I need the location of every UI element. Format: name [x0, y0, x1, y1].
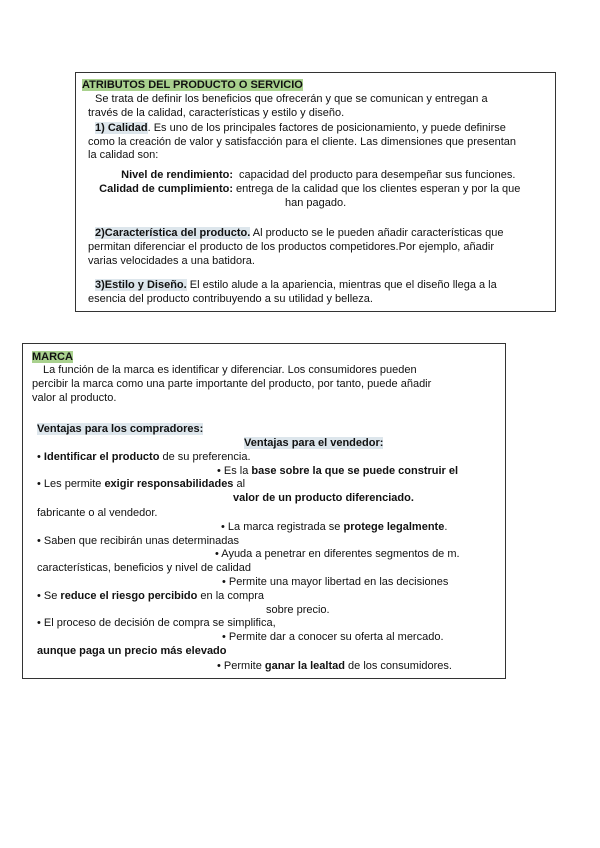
cumplimiento-label: Calidad de cumplimiento:: [99, 183, 233, 195]
vendedor-heading: Ventajas para el vendedor:: [244, 437, 384, 449]
caracteristica-paragraph: 2)Característica del producto. Al producto se le pueden añadir características que: [95, 227, 504, 239]
cumplimiento-text: han pagado.: [285, 197, 347, 209]
list-item: aunque paga un precio más elevado: [37, 645, 227, 657]
list-item: sobre precio.: [266, 604, 330, 616]
list-item: • La marca registrada se protege legalmente.: [221, 521, 448, 533]
estilo-paragraph: esencia del producto contribuyendo a su utilidad y belleza.: [88, 293, 373, 305]
marca-intro: La función de la marca es identificar y diferenciar. Los consumidores pueden: [43, 364, 417, 376]
atributos-title: ATRIBUTOS DEL PRODUCTO O SERVICIO: [82, 79, 303, 91]
list-item: • Les permite exigir responsabilidades al: [37, 478, 246, 490]
nivel-text: capacidad del producto para desempeñar sus funciones.: [239, 169, 516, 181]
list-item: • Ayuda a penetrar en diferentes segmentos de m.: [215, 548, 460, 560]
list-item: • Permite una mayor libertad en las decisiones: [222, 576, 449, 588]
marca-intro: valor al producto.: [32, 392, 117, 404]
caracteristica-paragraph: permitan diferenciar el producto de los productos competidores.Por ejemplo, añadir: [88, 241, 494, 253]
list-item: • El proceso de decisión de compra se simplifica,: [37, 617, 276, 629]
list-item: • Es la base sobre la que se puede construir el: [217, 465, 459, 477]
estilo-paragraph: 3)Estilo y Diseño. El estilo alude a la apariencia, mientras que el diseño llega a la: [95, 279, 497, 291]
list-item: valor de un producto diferenciado.: [233, 492, 414, 504]
caracteristica-label: 2)Característica del producto.: [95, 227, 251, 239]
list-item: características, beneficios y nivel de calidad: [37, 562, 251, 574]
calidad-paragraph: la calidad son:: [88, 149, 159, 161]
cumplimiento-text: entrega de la calidad que los clientes esperan y por la que: [236, 183, 521, 195]
list-item: • Identificar el producto de su preferencia.: [37, 451, 251, 463]
marca-intro: percibir la marca como una parte importante del producto, por tanto, puede añadir: [32, 378, 432, 390]
nivel-label: Nivel de rendimiento:: [121, 169, 233, 181]
calidad-paragraph: como la creación de valor y satisfacción para el cliente. Las dimensiones que presentan: [88, 136, 517, 148]
estilo-label: 3)Estilo y Diseño.: [95, 279, 187, 291]
list-item: • Permite ganar la lealtad de los consumidores.: [217, 660, 452, 672]
compradores-heading: Ventajas para los compradores:: [37, 423, 204, 435]
calidad-paragraph: 1) Calidad. Es uno de los principales factores de posicionamiento, y puede definirse: [95, 122, 506, 134]
marca-title: MARCA: [32, 351, 73, 363]
calidad-label: 1) Calidad: [95, 122, 148, 134]
list-item: • Se reduce el riesgo percibido en la compra: [37, 590, 265, 602]
atributos-intro: Se trata de definir los beneficios que ofrecerán y que se comunican y entregan a: [95, 93, 488, 105]
list-item: • Saben que recibirán unas determinadas: [37, 535, 239, 547]
list-item: fabricante o al vendedor.: [37, 507, 158, 519]
atributos-intro: través de la calidad, características y estilo y diseño.: [88, 107, 345, 119]
caracteristica-paragraph: varias velocidades a una batidora.: [88, 255, 255, 267]
list-item: • Permite dar a conocer su oferta al mercado.: [222, 631, 444, 643]
